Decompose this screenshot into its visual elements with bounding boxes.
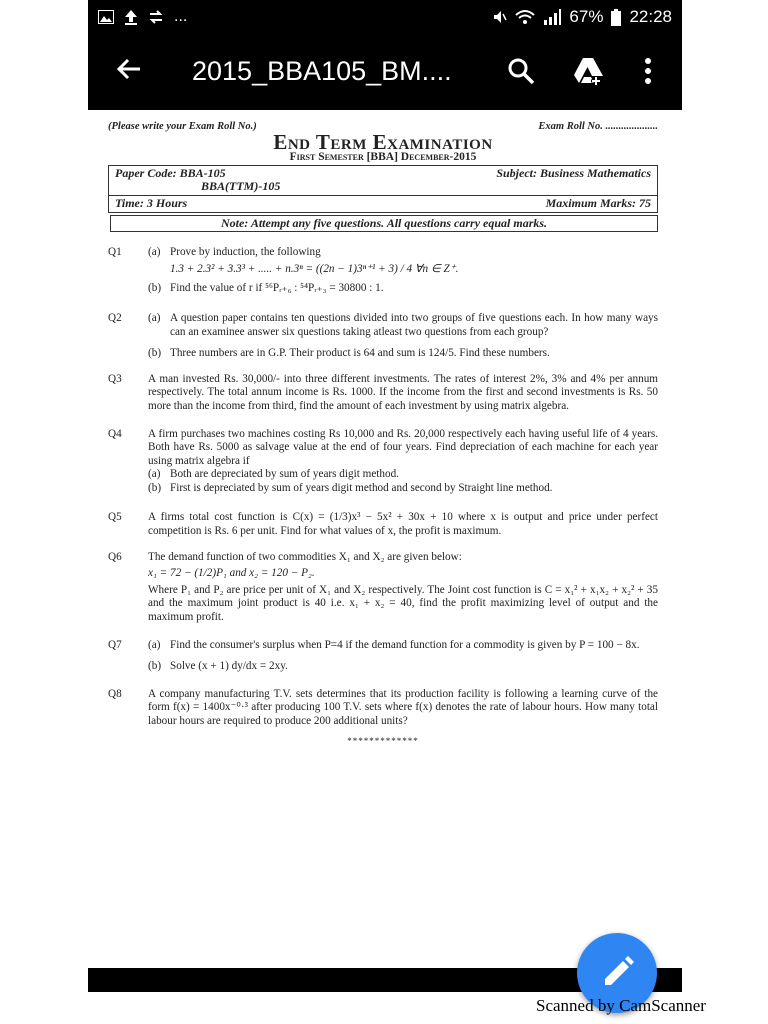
end-mark: ************* bbox=[347, 735, 419, 746]
question-3 bbox=[108, 373, 658, 414]
subject: Subject: Business Mathematics bbox=[496, 165, 651, 180]
q2a-text: A question paper contains ten questions divided into two groups of five questions each. In how many ways can an examinee answer six questions taking atleast two questions from each group? bbox=[170, 311, 658, 338]
upload-icon bbox=[124, 9, 138, 25]
paper-info-box bbox=[108, 165, 658, 196]
search-icon[interactable] bbox=[506, 56, 536, 86]
exam-paper bbox=[108, 120, 658, 748]
question-7: Q7 (a) Find the consumer's surplus when P=4 if the demand function for a commodity is given by P = 100 − 8x. (b) Solve (x + 1) dy/dx = 2xy. bbox=[108, 638, 640, 673]
question-number: Q1 bbox=[108, 246, 122, 259]
exam-time: Time: 3 Hours bbox=[115, 195, 188, 210]
image-icon bbox=[98, 10, 114, 24]
q5-text: A firms total cost function is C(x) = (1/3)x³ − 5x² + 30x + 10 where x is output and price under perfect competition is Rs. 6 per unit. Find for what values of x, the profit is maximum. bbox=[148, 511, 658, 538]
roll-instruction: (Please write your Exam Roll No.) bbox=[108, 121, 257, 132]
roll-number-field: Exam Roll No. .................... bbox=[538, 121, 658, 132]
q2b-text: Three numbers are in G.P. Their product is 64 and sum is 124/5. Find these numbers. bbox=[170, 347, 550, 360]
question-5 bbox=[108, 511, 658, 538]
q6-text: The demand function of two commodities X₁ and X₂ are given below: bbox=[148, 550, 462, 563]
mute-icon bbox=[493, 9, 507, 25]
question-number: Q3 bbox=[108, 372, 122, 385]
q4a-text: Both are depreciated by sum of years digit method. bbox=[170, 468, 399, 481]
q7b-text: Solve (x + 1) dy/dx = 2xy. bbox=[170, 660, 288, 673]
q6-text-2: Where P₁ and P₂ are price per unit of X₁ and X₂ respectively. The Joint cost function is C = x₁² + x₁x₂ + x₂² + 35 and the maximum joint product is 40 i.e. x₁ + x₂ = 40, find the profit maximizing level of output and the maximum profit. bbox=[148, 583, 658, 624]
q1a-formula: 1.3 + 2.3² + 3.3³ + ..... + n.3ⁿ = ((2n − 1)3ⁿ⁺¹ + 3) / 4 ∀n ∈ Z⁺. bbox=[170, 262, 459, 275]
q3-text: A man invested Rs. 30,000/- into three different investments. The rates of interest 2%, 3% and 4% per annum respectively. The total annum income is Rs. 1000. If the income from the first and second investments is Rs. 50 more than the income from third, find the amount of each investment by using matrix algebra. bbox=[148, 372, 658, 412]
add-to-drive-icon[interactable] bbox=[572, 54, 606, 88]
status-bar bbox=[88, 0, 682, 36]
q1a-text: Prove by induction, the following bbox=[170, 246, 321, 259]
overflow-dots: ... bbox=[174, 8, 188, 25]
question-number: Q4 bbox=[108, 427, 122, 440]
clock: 22:28 bbox=[629, 7, 672, 26]
back-arrow-icon[interactable] bbox=[114, 54, 144, 84]
question-2: Q2 (a) A question paper contains ten questions divided into two groups of five questions each. In how many ways can an examinee answer six questions taking atleast two questions from each group? (b) Three numbers are in G.P. Their product is 64 and sum is 124/5. Find these numbers. bbox=[108, 311, 658, 360]
status-left-icons bbox=[98, 8, 187, 26]
exam-subtitle: First Semester [BBA] December-2015 bbox=[289, 151, 477, 164]
question-1: Q1 (a) Prove by induction, the following 1.3 + 2.3² + 3.3³ + ..... + n.3ⁿ = ((2n − 1)3ⁿ⁺¹ + 3) / 4 ∀n ∈ Z⁺. (b) Find the value of r if ⁵⁶Pᵣ₊₆ : ⁵⁴Pᵣ₊₃ = 30800 : 1. bbox=[108, 246, 658, 296]
question-number: Q5 bbox=[108, 511, 122, 524]
battery-icon bbox=[611, 9, 621, 26]
q1b-text: Find the value of r if ⁵⁶Pᵣ₊₆ : ⁵⁴Pᵣ₊₃ = 30800 : 1. bbox=[170, 282, 384, 295]
q6-formula: x₁ = 72 − (1/2)P₁ and x₂ = 120 − P₂. bbox=[148, 567, 315, 580]
battery-percent: 67% bbox=[569, 7, 604, 26]
sync-icon bbox=[148, 9, 164, 25]
question-number: Q2 bbox=[108, 311, 122, 324]
question-number: Q8 bbox=[108, 687, 122, 700]
question-4: Q4 A firm purchases two machines costing Rs 10,000 and Rs. 20,000 respectively each having useful life of 4 years. Both have Rs. 5000 as salvage value at the end of four years. Find depreciation of each machine for each year using matrix algebra if (a) Both are depreciated by sum of years digit method. (b) First is depreciated by sum of years digit method and second by Straight line method. bbox=[108, 427, 658, 494]
q8-text: A company manufacturing T.V. sets determines that its production facility is following a learning curve of the form f(x) = 1400x⁻⁰·³ after producing 100 T.V. sets where f(x) denotes the rate of labour hours. How many total labour hours are required to produce 200 additional units? bbox=[148, 687, 658, 727]
exam-note: Note: Attempt any five questions. All questions carry equal marks. bbox=[110, 215, 658, 233]
document-title: 2015_BBA105_BM.... bbox=[192, 56, 452, 86]
question-8 bbox=[108, 688, 658, 729]
status-right bbox=[493, 7, 672, 27]
q4-text: A firm purchases two machines costing Rs 10,000 and Rs. 20,000 respectively each having useful life of 4 years. Both have Rs. 5000 as salvage value at the end of four years. Find depreciation of each machine for each year using matrix algebra if bbox=[148, 427, 658, 467]
question-number: Q6 bbox=[108, 550, 122, 563]
time-marks-box bbox=[108, 196, 658, 213]
scanned-by-label: Scanned by CamScanner bbox=[536, 996, 706, 1015]
paper-code-2: BBA(TTM)-105 bbox=[201, 179, 281, 194]
q7a-text: Find the consumer's surplus when P=4 if the demand function for a commodity is given by P = 100 − 8x. bbox=[170, 638, 640, 651]
exam-title: End Term Examination bbox=[273, 129, 493, 154]
pdf-page[interactable] bbox=[88, 110, 682, 968]
signal-icon bbox=[543, 9, 561, 25]
max-marks: Maximum Marks: 75 bbox=[545, 195, 651, 210]
wifi-icon bbox=[515, 9, 535, 25]
paper-code: Paper Code: BBA-105 bbox=[115, 165, 226, 180]
question-6 bbox=[108, 551, 658, 625]
q4b-text: First is depreciated by sum of years digit method and second by Straight line method. bbox=[170, 481, 553, 494]
app-bar bbox=[88, 36, 682, 108]
phone-screen bbox=[88, 0, 682, 992]
question-number: Q7 bbox=[108, 638, 122, 651]
more-vert-icon[interactable] bbox=[638, 56, 658, 86]
